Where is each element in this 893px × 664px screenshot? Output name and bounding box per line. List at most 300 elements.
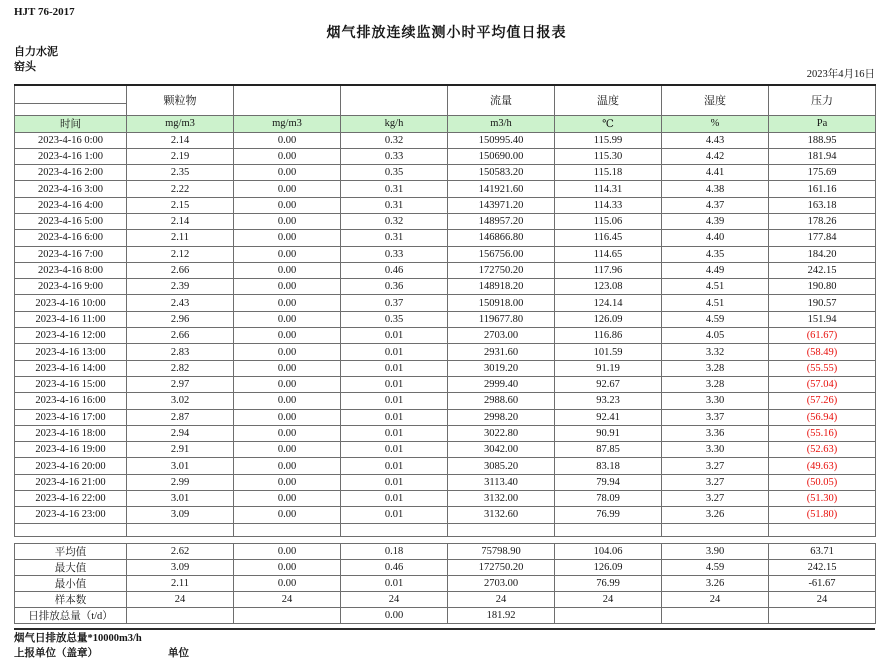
data-cell: 143971.20 xyxy=(448,197,555,213)
summary-cell: 3.90 xyxy=(662,543,769,559)
data-cell: 2.14 xyxy=(127,132,234,148)
summary-cell xyxy=(662,607,769,623)
table-row xyxy=(15,311,876,327)
data-cell: 3132.00 xyxy=(448,491,555,507)
data-cell: 0.00 xyxy=(234,165,341,181)
data-cell: 124.14 xyxy=(555,295,662,311)
table-row xyxy=(15,230,876,246)
time-cell: 2023-4-16 14:00 xyxy=(15,360,127,376)
data-cell: 0.00 xyxy=(234,491,341,507)
summary-cell: 2.62 xyxy=(127,543,234,559)
data-cell: 151.94 xyxy=(769,311,876,327)
data-cell: 0.00 xyxy=(234,213,341,229)
summary-cell: 3.09 xyxy=(127,559,234,575)
data-cell: 2.35 xyxy=(127,165,234,181)
time-cell: 2023-4-16 9:00 xyxy=(15,279,127,295)
data-cell: 0.01 xyxy=(341,344,448,360)
unit-header-cell: m3/h xyxy=(448,115,555,132)
data-cell: 0.00 xyxy=(234,328,341,344)
table-row xyxy=(15,507,876,523)
time-cell: 2023-4-16 6:00 xyxy=(15,230,127,246)
data-cell: 2.43 xyxy=(127,295,234,311)
data-cell: 3.32 xyxy=(662,344,769,360)
summary-row xyxy=(15,543,876,559)
data-cell: 2.19 xyxy=(127,148,234,164)
data-cell: 172750.20 xyxy=(448,262,555,278)
data-cell: 3.27 xyxy=(662,458,769,474)
unit-header-cell: ℃ xyxy=(555,115,662,132)
summary-cell: 0.18 xyxy=(341,543,448,559)
data-cell: 4.51 xyxy=(662,279,769,295)
time-cell: 2023-4-16 15:00 xyxy=(15,376,127,392)
table-row xyxy=(15,279,876,295)
summary-cell: 24 xyxy=(769,591,876,607)
table-row xyxy=(15,295,876,311)
report-date: 2023年4月16日 xyxy=(806,69,875,80)
data-cell: 2.14 xyxy=(127,213,234,229)
data-cell: 4.43 xyxy=(662,132,769,148)
data-cell: 0.00 xyxy=(234,279,341,295)
summary-cell: 0.00 xyxy=(341,607,448,623)
unit-header-cell: % xyxy=(662,115,769,132)
data-cell: (55.55) xyxy=(769,360,876,376)
table-row xyxy=(15,393,876,409)
data-cell: 119677.80 xyxy=(448,311,555,327)
blank-cell xyxy=(341,523,448,536)
data-cell: 2998.20 xyxy=(448,409,555,425)
data-cell: 2703.00 xyxy=(448,328,555,344)
table-row xyxy=(15,425,876,441)
data-cell: 3.09 xyxy=(127,507,234,523)
group-header-cell: 颗粒物 xyxy=(127,85,234,115)
summary-cell xyxy=(234,607,341,623)
data-cell: 3.30 xyxy=(662,442,769,458)
data-cell: 83.18 xyxy=(555,458,662,474)
summary-cell xyxy=(555,607,662,623)
data-cell: 2931.60 xyxy=(448,344,555,360)
table-row xyxy=(15,344,876,360)
group-header-cell xyxy=(341,85,448,115)
data-cell: 0.00 xyxy=(234,458,341,474)
blank-cell xyxy=(448,523,555,536)
data-cell: 150995.40 xyxy=(448,132,555,148)
data-cell: 3.27 xyxy=(662,491,769,507)
unit-header-cell: mg/m3 xyxy=(234,115,341,132)
data-cell: 190.57 xyxy=(769,295,876,311)
summary-label: 平均值 xyxy=(15,543,127,559)
blank-cell xyxy=(127,523,234,536)
data-cell: 4.40 xyxy=(662,230,769,246)
data-cell: 2.91 xyxy=(127,442,234,458)
data-cell: 3.01 xyxy=(127,458,234,474)
data-cell: 0.00 xyxy=(234,132,341,148)
summary-cell: 242.15 xyxy=(769,559,876,575)
data-cell: 78.09 xyxy=(555,491,662,507)
data-cell: 0.33 xyxy=(341,246,448,262)
time-cell: 2023-4-16 20:00 xyxy=(15,458,127,474)
data-cell: 188.95 xyxy=(769,132,876,148)
data-cell: 79.94 xyxy=(555,474,662,490)
data-cell: 178.26 xyxy=(769,213,876,229)
data-cell: 115.06 xyxy=(555,213,662,229)
data-cell: 3.30 xyxy=(662,393,769,409)
data-cell: (52.63) xyxy=(769,442,876,458)
data-cell: 0.00 xyxy=(234,262,341,278)
data-cell: 0.00 xyxy=(234,360,341,376)
data-cell: (51.80) xyxy=(769,507,876,523)
data-cell: 2.99 xyxy=(127,474,234,490)
summary-cell: 3.26 xyxy=(662,575,769,591)
data-cell: 2.97 xyxy=(127,376,234,392)
group-header-cell: 温度 xyxy=(555,85,662,115)
summary-cell: 76.99 xyxy=(555,575,662,591)
blank-cell xyxy=(555,523,662,536)
table-row xyxy=(15,328,876,344)
data-cell: 116.86 xyxy=(555,328,662,344)
time-cell: 2023-4-16 21:00 xyxy=(15,474,127,490)
time-cell: 2023-4-16 10:00 xyxy=(15,295,127,311)
data-cell: 0.33 xyxy=(341,148,448,164)
summary-label: 最小值 xyxy=(15,575,127,591)
data-cell: 0.00 xyxy=(234,442,341,458)
data-cell: 2.11 xyxy=(127,230,234,246)
data-cell: 0.00 xyxy=(234,393,341,409)
data-cell: 87.85 xyxy=(555,442,662,458)
data-cell: 2.66 xyxy=(127,262,234,278)
data-cell: 4.38 xyxy=(662,181,769,197)
data-cell: (61.67) xyxy=(769,328,876,344)
time-cell: 2023-4-16 2:00 xyxy=(15,165,127,181)
main-table xyxy=(14,84,876,537)
time-cell: 2023-4-16 5:00 xyxy=(15,213,127,229)
data-cell: 114.65 xyxy=(555,246,662,262)
time-cell: 2023-4-16 13:00 xyxy=(15,344,127,360)
data-cell: 3.27 xyxy=(662,474,769,490)
data-cell: (50.05) xyxy=(769,474,876,490)
data-cell: 242.15 xyxy=(769,262,876,278)
summary-cell: 0.00 xyxy=(234,559,341,575)
table-row xyxy=(15,181,876,197)
data-cell: 0.00 xyxy=(234,295,341,311)
data-cell: 2.39 xyxy=(127,279,234,295)
data-cell: 117.96 xyxy=(555,262,662,278)
data-cell: 175.69 xyxy=(769,165,876,181)
data-cell: 0.01 xyxy=(341,491,448,507)
data-cell: 116.45 xyxy=(555,230,662,246)
data-cell: 156756.00 xyxy=(448,246,555,262)
report-unit-label: 上报单位（盖章） xyxy=(14,648,98,659)
summary-cell: 2703.00 xyxy=(448,575,555,591)
table-row xyxy=(15,165,876,181)
summary-cell: 0.00 xyxy=(234,575,341,591)
blank-cell xyxy=(234,523,341,536)
data-cell: 0.00 xyxy=(234,230,341,246)
data-cell: 190.80 xyxy=(769,279,876,295)
time-cell: 2023-4-16 19:00 xyxy=(15,442,127,458)
data-cell: 0.01 xyxy=(341,376,448,392)
data-cell: 0.01 xyxy=(341,328,448,344)
main-table-head xyxy=(15,85,876,132)
data-cell: 2.87 xyxy=(127,409,234,425)
data-cell: 0.31 xyxy=(341,181,448,197)
table-row xyxy=(15,262,876,278)
time-cell: 2023-4-16 7:00 xyxy=(15,246,127,262)
blank-row xyxy=(15,523,876,536)
summary-cell: -61.67 xyxy=(769,575,876,591)
table-row xyxy=(15,458,876,474)
table-row xyxy=(15,360,876,376)
table-row xyxy=(15,442,876,458)
summary-label: 最大值 xyxy=(15,559,127,575)
data-cell: 2988.60 xyxy=(448,393,555,409)
data-cell: 0.00 xyxy=(234,181,341,197)
data-cell: (49.63) xyxy=(769,458,876,474)
summary-cell: 24 xyxy=(341,591,448,607)
data-cell: 114.33 xyxy=(555,197,662,213)
data-cell: 0.00 xyxy=(234,376,341,392)
group-header-cell xyxy=(234,85,341,115)
summary-row xyxy=(15,575,876,591)
summary-cell: 181.92 xyxy=(448,607,555,623)
table-row xyxy=(15,148,876,164)
time-cell: 2023-4-16 17:00 xyxy=(15,409,127,425)
page-title: 烟气排放连续监测小时平均值日报表 xyxy=(326,26,567,41)
summary-label: 日排放总量（t/d） xyxy=(15,607,127,623)
summary-cell: 104.06 xyxy=(555,543,662,559)
data-cell: 0.36 xyxy=(341,279,448,295)
data-cell: 0.00 xyxy=(234,311,341,327)
group-header-cell: 流量 xyxy=(448,85,555,115)
time-cell: 2023-4-16 12:00 xyxy=(15,328,127,344)
flow-total-note: 烟气日排放总量*10000m3/h xyxy=(14,633,142,644)
data-cell: 2.82 xyxy=(127,360,234,376)
data-cell: (55.16) xyxy=(769,425,876,441)
data-cell: 4.59 xyxy=(662,311,769,327)
data-cell: 92.67 xyxy=(555,376,662,392)
table-row xyxy=(15,197,876,213)
unit-header-cell: 时间 xyxy=(15,115,127,132)
data-cell: 3085.20 xyxy=(448,458,555,474)
data-cell: 4.35 xyxy=(662,246,769,262)
data-cell: 0.01 xyxy=(341,507,448,523)
data-cell: 0.32 xyxy=(341,213,448,229)
data-cell: 0.00 xyxy=(234,246,341,262)
summary-cell: 0.00 xyxy=(234,543,341,559)
data-cell: 4.42 xyxy=(662,148,769,164)
signature-line xyxy=(14,645,414,660)
table-row xyxy=(15,409,876,425)
data-cell: 141921.60 xyxy=(448,181,555,197)
data-cell: 2.15 xyxy=(127,197,234,213)
summary-cell: 24 xyxy=(127,591,234,607)
data-cell: 0.00 xyxy=(234,344,341,360)
data-cell: 115.99 xyxy=(555,132,662,148)
summary-cell: 24 xyxy=(555,591,662,607)
data-cell: 161.16 xyxy=(769,181,876,197)
table-row xyxy=(15,246,876,262)
data-cell: (58.49) xyxy=(769,344,876,360)
group-header-cell xyxy=(15,85,127,115)
company-name: 自力水泥 xyxy=(14,46,58,58)
data-cell: 0.32 xyxy=(341,132,448,148)
data-cell: 3.26 xyxy=(662,507,769,523)
data-cell: 4.05 xyxy=(662,328,769,344)
data-cell: 91.19 xyxy=(555,360,662,376)
data-cell: 3022.80 xyxy=(448,425,555,441)
data-cell: 0.37 xyxy=(341,295,448,311)
time-cell: 2023-4-16 4:00 xyxy=(15,197,127,213)
unit-header-row xyxy=(15,115,876,132)
unit-header-cell: Pa xyxy=(769,115,876,132)
data-cell: 163.18 xyxy=(769,197,876,213)
table-row xyxy=(15,376,876,392)
summary-cell xyxy=(769,607,876,623)
data-cell: 3.37 xyxy=(662,409,769,425)
data-cell: (57.04) xyxy=(769,376,876,392)
blank-cell xyxy=(662,523,769,536)
data-cell: 3132.60 xyxy=(448,507,555,523)
blank-cell xyxy=(769,523,876,536)
data-cell: 0.01 xyxy=(341,442,448,458)
data-cell: 101.59 xyxy=(555,344,662,360)
time-cell: 2023-4-16 16:00 xyxy=(15,393,127,409)
summary-cell: 2.11 xyxy=(127,575,234,591)
summary-row xyxy=(15,559,876,575)
data-cell: 0.01 xyxy=(341,474,448,490)
data-cell: 177.84 xyxy=(769,230,876,246)
summary-cell: 126.09 xyxy=(555,559,662,575)
data-cell: 2.83 xyxy=(127,344,234,360)
data-cell: 2.94 xyxy=(127,425,234,441)
data-cell: 92.41 xyxy=(555,409,662,425)
data-cell: 0.35 xyxy=(341,165,448,181)
data-cell: 4.39 xyxy=(662,213,769,229)
time-cell: 2023-4-16 1:00 xyxy=(15,148,127,164)
time-cell: 2023-4-16 18:00 xyxy=(15,425,127,441)
time-cell: 2023-4-16 0:00 xyxy=(15,132,127,148)
summary-cell: 24 xyxy=(448,591,555,607)
summary-cell: 63.71 xyxy=(769,543,876,559)
data-cell: 126.09 xyxy=(555,311,662,327)
data-cell: 114.31 xyxy=(555,181,662,197)
data-cell: 146866.80 xyxy=(448,230,555,246)
group-header-cell: 湿度 xyxy=(662,85,769,115)
data-cell: 0.31 xyxy=(341,197,448,213)
time-cell: 2023-4-16 22:00 xyxy=(15,491,127,507)
data-cell: 150583.20 xyxy=(448,165,555,181)
data-cell: 123.08 xyxy=(555,279,662,295)
data-cell: 3.28 xyxy=(662,376,769,392)
summary-cell xyxy=(127,607,234,623)
data-cell: 0.01 xyxy=(341,458,448,474)
data-cell: (57.26) xyxy=(769,393,876,409)
data-cell: 0.35 xyxy=(341,311,448,327)
data-cell: 0.00 xyxy=(234,474,341,490)
unit-header-cell: kg/h xyxy=(341,115,448,132)
data-cell: 0.31 xyxy=(341,230,448,246)
data-cell: 90.91 xyxy=(555,425,662,441)
unit-label: 单位 xyxy=(168,648,189,659)
data-cell: 0.00 xyxy=(234,507,341,523)
data-cell: 3113.40 xyxy=(448,474,555,490)
data-cell: 0.01 xyxy=(341,425,448,441)
data-cell: 3042.00 xyxy=(448,442,555,458)
data-cell: (56.94) xyxy=(769,409,876,425)
data-cell: 0.00 xyxy=(234,197,341,213)
summary-cell: 24 xyxy=(234,591,341,607)
table-row xyxy=(15,213,876,229)
main-table-body xyxy=(15,132,876,536)
summary-row xyxy=(15,607,876,623)
data-cell: 0.00 xyxy=(234,425,341,441)
summary-cell: 0.01 xyxy=(341,575,448,591)
table-row xyxy=(15,491,876,507)
data-cell: 4.41 xyxy=(662,165,769,181)
data-cell: 150690.00 xyxy=(448,148,555,164)
data-cell: 2999.40 xyxy=(448,376,555,392)
data-cell: (51.30) xyxy=(769,491,876,507)
summary-cell: 75798.90 xyxy=(448,543,555,559)
data-cell: 181.94 xyxy=(769,148,876,164)
standard-code: HJT 76-2017 xyxy=(14,6,75,18)
data-cell: 115.30 xyxy=(555,148,662,164)
table-row xyxy=(15,132,876,148)
data-cell: 2.66 xyxy=(127,328,234,344)
summary-cell: 24 xyxy=(662,591,769,607)
summary-cell: 0.46 xyxy=(341,559,448,575)
data-cell: 148957.20 xyxy=(448,213,555,229)
data-cell: 2.12 xyxy=(127,246,234,262)
data-cell: 0.01 xyxy=(341,393,448,409)
data-cell: 0.46 xyxy=(341,262,448,278)
stack-name: 窑头 xyxy=(14,61,36,73)
data-cell: 3.36 xyxy=(662,425,769,441)
group-header-cell: 压力 xyxy=(769,85,876,115)
summary-table-body xyxy=(15,543,876,623)
data-cell: 150918.00 xyxy=(448,295,555,311)
group-header-row xyxy=(15,85,876,115)
data-cell: 115.18 xyxy=(555,165,662,181)
data-cell: 3.28 xyxy=(662,360,769,376)
data-cell: 4.51 xyxy=(662,295,769,311)
summary-table xyxy=(14,543,876,624)
data-cell: 3.02 xyxy=(127,393,234,409)
data-cell: 2.22 xyxy=(127,181,234,197)
summary-row xyxy=(15,591,876,607)
data-cell: 148918.20 xyxy=(448,279,555,295)
data-cell: 0.01 xyxy=(341,409,448,425)
summary-cell: 4.59 xyxy=(662,559,769,575)
data-cell: 184.20 xyxy=(769,246,876,262)
data-cell: 0.00 xyxy=(234,409,341,425)
report-sheet xyxy=(14,84,875,630)
data-cell: 3.01 xyxy=(127,491,234,507)
data-cell: 4.37 xyxy=(662,197,769,213)
time-cell: 2023-4-16 23:00 xyxy=(15,507,127,523)
summary-label: 样本数 xyxy=(15,591,127,607)
data-cell: 93.23 xyxy=(555,393,662,409)
unit-header-cell: mg/m3 xyxy=(127,115,234,132)
data-cell: 4.49 xyxy=(662,262,769,278)
time-cell: 2023-4-16 11:00 xyxy=(15,311,127,327)
data-cell: 0.00 xyxy=(234,148,341,164)
time-cell: 2023-4-16 8:00 xyxy=(15,262,127,278)
table-row xyxy=(15,474,876,490)
blank-cell xyxy=(15,523,127,536)
data-cell: 2.96 xyxy=(127,311,234,327)
time-cell: 2023-4-16 3:00 xyxy=(15,181,127,197)
bottom-rule xyxy=(14,628,875,630)
